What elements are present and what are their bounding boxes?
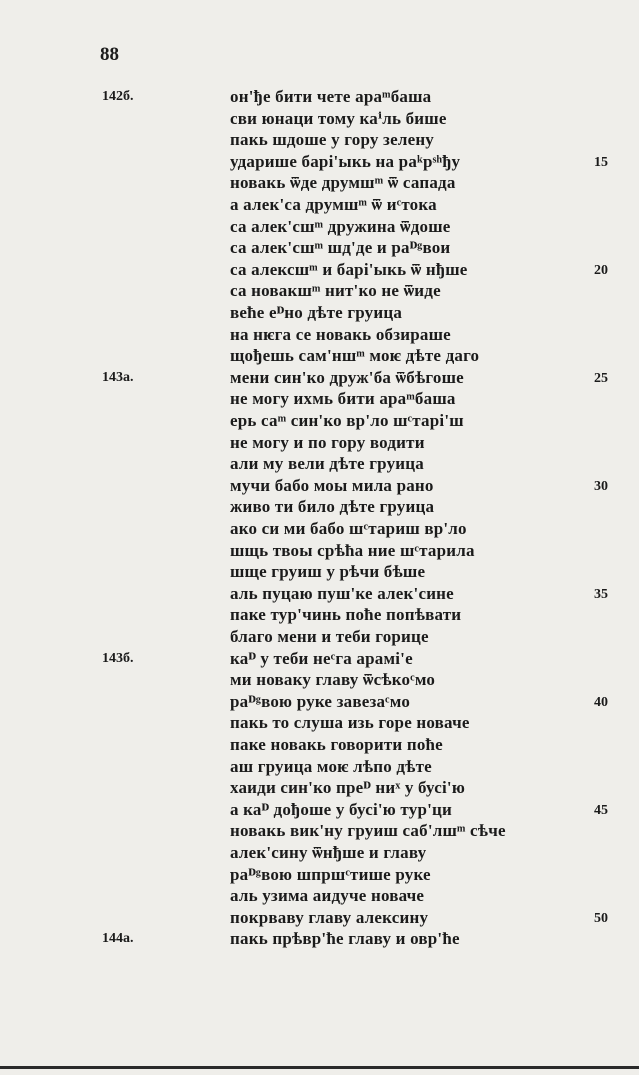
folio-marker: 143б. — [102, 650, 134, 666]
verse-line: раᴰᵍвою шпршᶜтише руке — [230, 864, 431, 884]
verse-line: са алек'сшᵐ шд'де и раᴰᵍвои — [230, 238, 451, 258]
bottom-rule — [0, 1066, 639, 1069]
page-number: 88 — [100, 44, 119, 65]
verse-line: аль пуцаю пуш'ке алек'сине — [230, 583, 454, 603]
verse-line: ударише барі'ыкь на раᵏрˢʰђу — [230, 151, 461, 171]
line-number: 45 — [594, 802, 608, 818]
folio-marker: 144а. — [102, 931, 134, 947]
verse-line: аль узима аидуче новаче — [230, 886, 425, 906]
verse-line: новакь ѿде друмшᵐ ѿ сапада — [230, 173, 456, 193]
verse-line: мени син'ко друж'ба ѿбѣгоше — [230, 367, 464, 387]
line-number: 35 — [594, 586, 608, 602]
verse-line: а алек'са друмшᵐ ѿ иᶜтока — [230, 195, 437, 214]
verse-line: аш груица моѥ лѣпо дѣте — [230, 756, 432, 776]
verse-line: са алек'сшᵐ дружина ѿдоше — [230, 216, 451, 236]
verse-line: шще груиш у рѣчи бѣше — [230, 562, 426, 582]
line-number: 50 — [594, 910, 608, 926]
verse-line: новакь вик'ну груиш саб'лшᵐ сѣче — [230, 821, 506, 841]
verse-line: ако си ми бабо шᶜтариш вр'ло — [230, 519, 467, 538]
verse-line: алек'сину ѿнђше и главу — [230, 843, 427, 862]
verse-line: веће еᴰно дѣте груица — [230, 303, 403, 322]
verse-line: паке тур'чинь поће попѣвати — [230, 605, 462, 625]
verse-line: пакь то слуша изь горе новаче — [230, 713, 470, 733]
verse-line: он'ђе бити чете араᵐбаша — [230, 87, 432, 106]
verse-line: а каᴰ дођоше у бусі'ю тур'ци — [230, 799, 453, 819]
verse-line: сви юнаци тому каⁱль бише — [230, 108, 447, 128]
verse-line: благо мени и теби горице — [230, 627, 429, 646]
verse-line: ерь саᵐ син'ко вр'ло шᶜтарі'ш — [230, 411, 464, 430]
verse-line: на нѥга се новакь обзираше — [230, 324, 451, 344]
verse-line: пакь шдоше у гору зелену — [230, 130, 435, 150]
verse-line: раᴰᵍвою руке завезаᶜмо — [230, 691, 411, 711]
verse-line: покрваву главу алексину — [230, 907, 429, 927]
folio-marker: 142б. — [102, 89, 134, 104]
verse-line: не могу и по гору водити — [230, 432, 425, 452]
verse-line: живо ти било дѣте груица — [230, 497, 435, 517]
verse-line: мучи бабо моы мила рано — [230, 475, 434, 495]
line-number: 20 — [594, 262, 608, 278]
folio-marker: 143а. — [102, 369, 134, 385]
verse-line: али му вели дѣте груица — [230, 454, 424, 474]
verse-line: ми новаку главу ѿсѣкоᶜмо — [230, 670, 436, 690]
verse-line: са новакшᵐ нит'ко не ѿиде — [230, 281, 441, 301]
verse-line: пакь прѣвр'ће главу и овр'ће — [230, 929, 460, 949]
line-number: 15 — [594, 154, 608, 170]
verse-line: паке новакь говорити поће — [230, 735, 443, 754]
line-number: 30 — [594, 478, 608, 494]
line-number: 40 — [594, 694, 608, 710]
verse-line: хаиди син'ко преᴰ ниˣ у бусі'ю — [230, 778, 466, 798]
verse-line: не могу ихмь бити араᵐбаша — [230, 389, 456, 409]
verse-line: щођешь сам'ншᵐ моѥ дѣте даго — [230, 346, 480, 366]
verse-line: шщь твоы срѣћа ние шᶜтарила — [230, 540, 475, 560]
line-number: 25 — [594, 370, 608, 386]
verse-line: са алексшᵐ и барі'ыкь ѿ нђше — [230, 259, 468, 279]
verse-line: каᴰ у теби неᶜга арамі'е — [230, 648, 413, 668]
